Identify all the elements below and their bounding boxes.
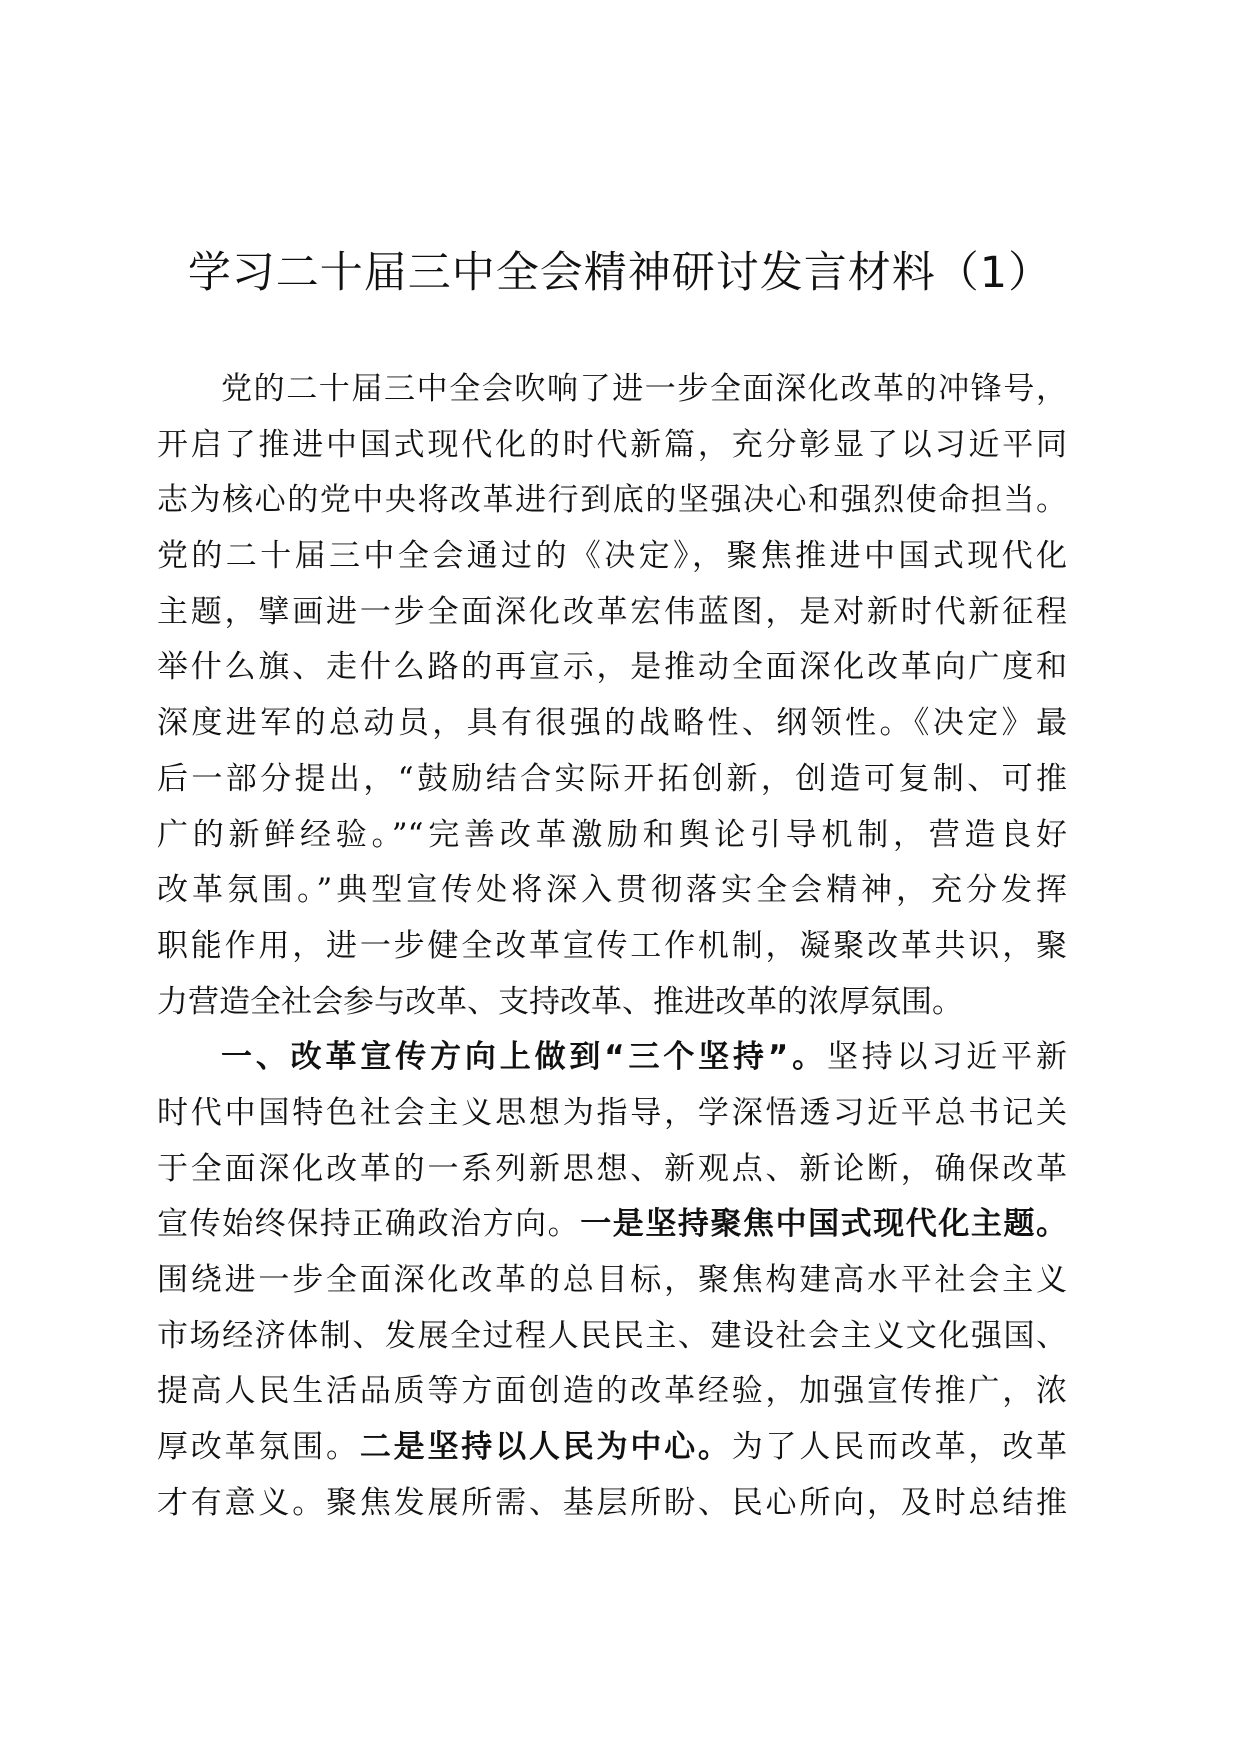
bold-text-run: 二是坚持以人民为中心。 xyxy=(359,1429,732,1466)
paragraph-line: 才有意义。聚焦发展所需、基层所盼、民心所向，及时总结推 xyxy=(157,1484,1067,1521)
paragraph-line: 志为核心的党中央将改革进行到底的坚强决心和强烈使命担当。 xyxy=(157,482,1067,519)
document-title: 学习二十届三中全会精神研讨发言材料（1） xyxy=(187,248,1053,298)
section-heading: 一、改革宣传方向上做到“三个坚持”。 xyxy=(221,1039,827,1076)
paragraph-line: 市场经济体制、发展全过程人民民主、建设社会主义文化强国、 xyxy=(157,1317,1067,1354)
paragraph-line xyxy=(157,1420,1067,1476)
paragraph-line: 职能作用，进一步健全改革宣传工作机制，凝聚改革共识，聚 xyxy=(157,927,1067,964)
text-run: 厚改革氛围。 xyxy=(157,1429,360,1466)
paragraph-line: 举什么旗、走什么路的再宣示，是推动全面深化改革向广度和 xyxy=(157,649,1067,686)
document-body xyxy=(157,362,1067,1531)
paragraph-line: 时代中国特色社会主义思想为指导，学深悟透习近平总书记关 xyxy=(157,1094,1067,1131)
paragraph-line: 于全面深化改革的一系列新思想、新观点、新论断，确保改革 xyxy=(157,1150,1067,1187)
paragraph-line: 后一部分提出，“鼓励结合实际开拓创新，创造可复制、可推 xyxy=(157,760,1067,797)
paragraph-line: 改革氛围。”典型宣传处将深入贯彻落实全会精神，充分发挥 xyxy=(157,872,1067,909)
paragraph-line xyxy=(157,1197,1067,1253)
paragraph-line: 围绕进一步全面深化改革的总目标，聚焦构建高水平社会主义 xyxy=(157,1262,1067,1298)
paragraph-line: 深度进军的总动员，具有很强的战略性、纲领性。《决定》最 xyxy=(157,705,1067,742)
bold-text-run: 一是坚持聚焦中国式现代化主题。 xyxy=(580,1206,1068,1243)
paragraph-line: 开启了推进中国式现代化的时代新篇，充分彰显了以习近平同 xyxy=(157,426,1067,463)
paragraph-line: 党的二十届三中全会通过的《决定》，聚焦推进中国式现代化 xyxy=(157,538,1067,575)
paragraph-line: 提高人民生活品质等方面创造的改革经验，加强宣传推广，浓 xyxy=(157,1373,1067,1410)
text-run: 宣传始终保持正确政治方向。 xyxy=(157,1206,581,1243)
text-run: 坚持以习近平新 xyxy=(826,1039,1067,1076)
paragraph-line xyxy=(157,1030,1067,1086)
text-run: 为了人民而改革，改革 xyxy=(731,1429,1068,1466)
paragraph-line: 主题，擘画进一步全面深化改革宏伟蓝图，是对新时代新征程 xyxy=(157,593,1067,630)
paragraph-line: 广的新鲜经验。”“完善改革激励和舆论引导机制，营造良好 xyxy=(157,816,1067,853)
paragraph-line: 力营造全社会参与改革、支持改革、推进改革的浓厚氛围。 xyxy=(157,983,963,1020)
paragraph-line: 党的二十届三中全会吹响了进一步全面深化改革的冲锋号， xyxy=(221,371,1067,407)
